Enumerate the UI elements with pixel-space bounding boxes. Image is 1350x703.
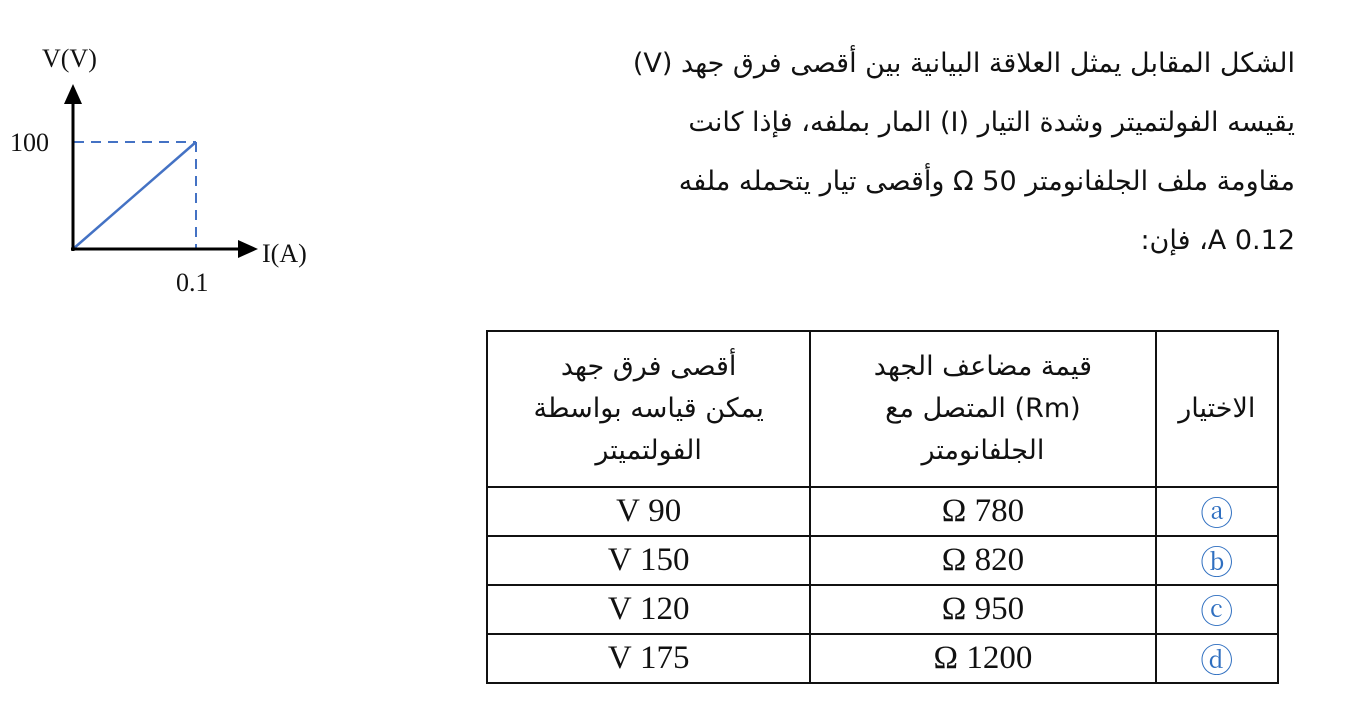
choice-d[interactable]: ⓓ xyxy=(1156,634,1278,683)
vmax-value: 150 V xyxy=(487,536,810,585)
header-vmax-line: يمكن قياسه بواسطة xyxy=(533,393,764,424)
question-line-4: 0.12 A، فإن: xyxy=(1140,225,1295,256)
rm-value: 1200 Ω xyxy=(810,634,1155,683)
table-row xyxy=(487,585,1278,634)
table-row xyxy=(487,536,1278,585)
header-vmax-line: أقصى فرق جهد xyxy=(560,351,737,382)
rm-value: 950 Ω xyxy=(810,585,1155,634)
choice-a[interactable]: ⓐ xyxy=(1156,487,1278,536)
rm-value: 780 Ω xyxy=(810,487,1155,536)
table-row xyxy=(487,487,1278,536)
header-rm-line: قيمة مضاعف الجهد xyxy=(873,351,1093,382)
table-row xyxy=(487,634,1278,683)
header-multiplier-resistance xyxy=(810,331,1155,487)
choice-c[interactable]: ⓒ xyxy=(1156,585,1278,634)
voltage-current-graph xyxy=(0,0,340,310)
question-line-2: يقيسه الفولتميتر وشدة التيار (I) المار بملفه، فإذا كانت xyxy=(688,107,1295,138)
header-vmax-line: الفولتميتر xyxy=(595,435,702,466)
header-choice: الاختيار xyxy=(1156,331,1278,487)
x-axis-label: I(A) xyxy=(262,239,307,268)
vmax-value: 175 V xyxy=(487,634,810,683)
x-tick-label: 0.1 xyxy=(176,268,209,297)
y-tick-label: 100 xyxy=(10,128,49,157)
data-line xyxy=(73,142,196,249)
table-header-row xyxy=(487,331,1278,487)
header-max-voltage xyxy=(487,331,810,487)
question-line-3: مقاومة ملف الجلفانومتر Ω 50 وأقصى تيار يتحمله ملفه xyxy=(678,166,1295,197)
y-axis-arrow-icon xyxy=(64,84,82,104)
header-rm-line: (Rm) المتصل مع xyxy=(885,393,1081,424)
answer-options-table xyxy=(486,330,1279,684)
question-text xyxy=(455,34,1295,270)
choice-b[interactable]: ⓑ xyxy=(1156,536,1278,585)
y-axis-label: V(V) xyxy=(42,44,97,73)
vmax-value: 120 V xyxy=(487,585,810,634)
question-line-1: الشكل المقابل يمثل العلاقة البيانية بين أقصى فرق جهد (V) xyxy=(632,48,1295,79)
vmax-value: 90 V xyxy=(487,487,810,536)
header-rm-line: الجلفانومتر xyxy=(921,435,1045,466)
x-axis-arrow-icon xyxy=(238,240,258,258)
rm-value: 820 Ω xyxy=(810,536,1155,585)
